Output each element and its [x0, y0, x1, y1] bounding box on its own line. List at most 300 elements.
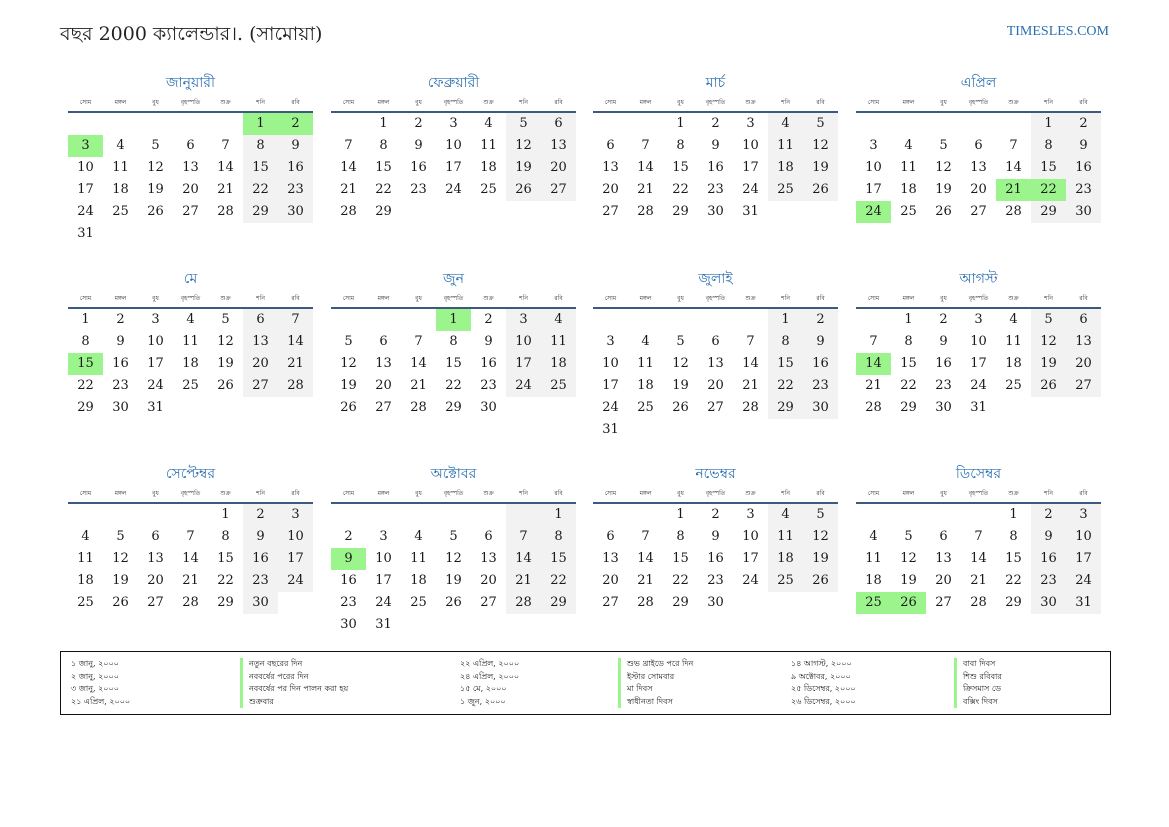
- day-cell[interactable]: 7: [641, 138, 650, 153]
- day-cell[interactable]: 14: [506, 548, 541, 570]
- day-cell[interactable]: 11: [77, 551, 94, 566]
- day-cell[interactable]: 30: [935, 400, 952, 415]
- day-cell[interactable]: 27: [602, 595, 619, 610]
- day-cell[interactable]: 3: [869, 138, 878, 153]
- day-cell[interactable]: 4: [768, 504, 803, 526]
- day-cell[interactable]: 17: [147, 356, 164, 371]
- day-cell[interactable]: 17: [602, 378, 619, 393]
- day-cell[interactable]: 8: [449, 334, 458, 349]
- day-cell[interactable]: 8: [1009, 529, 1018, 544]
- day-cell[interactable]: 26: [445, 595, 462, 610]
- day-cell[interactable]: 29: [375, 204, 392, 219]
- day-cell[interactable]: 25: [637, 400, 654, 415]
- day-cell[interactable]: 17: [742, 551, 759, 566]
- day-cell[interactable]: 27: [182, 204, 199, 219]
- day-cell[interactable]: 24: [742, 182, 759, 197]
- day-cell[interactable]: 23: [803, 375, 838, 397]
- day-cell[interactable]: 9: [243, 526, 278, 548]
- day-cell[interactable]: 30: [803, 397, 838, 419]
- day-cell[interactable]: 26: [112, 595, 129, 610]
- day-cell[interactable]: 7: [641, 529, 650, 544]
- day-cell[interactable]: 17: [865, 182, 882, 197]
- day-cell[interactable]: 13: [602, 551, 619, 566]
- day-cell[interactable]: 24: [445, 182, 462, 197]
- day-cell[interactable]: 17: [445, 160, 462, 175]
- day-cell[interactable]: 14: [278, 331, 313, 353]
- day-cell[interactable]: 29: [768, 397, 803, 419]
- day-cell[interactable]: 23: [278, 179, 313, 201]
- day-cell[interactable]: 16: [707, 551, 724, 566]
- day-cell[interactable]: 5: [506, 113, 541, 135]
- day-cell[interactable]: 16: [707, 160, 724, 175]
- day-cell[interactable]: 3: [278, 504, 313, 526]
- day-cell[interactable]: 16: [1031, 548, 1066, 570]
- day-cell[interactable]: 10: [445, 138, 462, 153]
- day-cell[interactable]: 25: [410, 595, 427, 610]
- day-cell[interactable]: 13: [541, 135, 576, 157]
- day-cell[interactable]: 17: [278, 548, 313, 570]
- day-cell[interactable]: 6: [243, 309, 278, 331]
- day-cell[interactable]: 31: [1066, 592, 1101, 614]
- day-cell[interactable]: 2: [278, 113, 313, 135]
- day-cell[interactable]: 29: [1031, 201, 1066, 223]
- day-cell[interactable]: 28: [278, 375, 313, 397]
- day-cell[interactable]: 26: [340, 400, 357, 415]
- day-cell[interactable]: 5: [1031, 309, 1066, 331]
- day-cell[interactable]: 22: [768, 375, 803, 397]
- day-cell[interactable]: 3: [68, 135, 103, 157]
- day-cell[interactable]: 23: [340, 595, 357, 610]
- day-cell[interactable]: 15: [1005, 551, 1022, 566]
- day-cell[interactable]: 28: [506, 592, 541, 614]
- day-cell[interactable]: 30: [707, 204, 724, 219]
- day-cell[interactable]: 3: [449, 116, 458, 131]
- day-cell[interactable]: 7: [221, 138, 230, 153]
- day-cell[interactable]: 20: [375, 378, 392, 393]
- day-cell[interactable]: 27: [707, 400, 724, 415]
- day-cell[interactable]: 19: [445, 573, 462, 588]
- day-cell[interactable]: 11: [1005, 334, 1022, 349]
- day-cell[interactable]: 24: [602, 400, 619, 415]
- day-cell[interactable]: 18: [112, 182, 129, 197]
- day-cell[interactable]: 18: [77, 573, 94, 588]
- day-cell[interactable]: 8: [81, 334, 90, 349]
- day-cell[interactable]: 27: [541, 179, 576, 201]
- day-cell[interactable]: 12: [112, 551, 129, 566]
- day-cell[interactable]: 22: [541, 570, 576, 592]
- day-cell[interactable]: 12: [803, 135, 838, 157]
- day-cell[interactable]: 16: [340, 573, 357, 588]
- day-cell[interactable]: 13: [243, 331, 278, 353]
- day-cell[interactable]: 1: [676, 116, 685, 131]
- day-cell[interactable]: 1: [1031, 113, 1066, 135]
- day-cell[interactable]: 27: [970, 204, 987, 219]
- day-cell[interactable]: 29: [243, 201, 278, 223]
- day-cell[interactable]: 9: [331, 548, 366, 570]
- day-cell[interactable]: 20: [707, 378, 724, 393]
- day-cell[interactable]: 17: [77, 182, 94, 197]
- day-cell[interactable]: 2: [939, 312, 948, 327]
- day-cell[interactable]: 14: [410, 356, 427, 371]
- day-cell[interactable]: 16: [410, 160, 427, 175]
- day-cell[interactable]: 10: [602, 356, 619, 371]
- day-cell[interactable]: 10: [506, 331, 541, 353]
- day-cell[interactable]: 20: [602, 573, 619, 588]
- day-cell[interactable]: 5: [939, 138, 948, 153]
- day-cell[interactable]: 13: [375, 356, 392, 371]
- day-cell[interactable]: 11: [182, 334, 199, 349]
- day-cell[interactable]: 3: [151, 312, 160, 327]
- day-cell[interactable]: 8: [1031, 135, 1066, 157]
- day-cell[interactable]: 22: [672, 182, 689, 197]
- day-cell[interactable]: 19: [803, 548, 838, 570]
- day-cell[interactable]: 10: [147, 334, 164, 349]
- day-cell[interactable]: 4: [641, 334, 650, 349]
- day-cell[interactable]: 5: [344, 334, 353, 349]
- day-cell[interactable]: 21: [996, 179, 1031, 201]
- day-cell[interactable]: 21: [410, 378, 427, 393]
- day-cell[interactable]: 5: [116, 529, 125, 544]
- day-cell[interactable]: 15: [445, 356, 462, 371]
- day-cell[interactable]: 1: [436, 309, 471, 331]
- day-cell[interactable]: 14: [742, 356, 759, 371]
- day-cell[interactable]: 18: [410, 573, 427, 588]
- day-cell[interactable]: 23: [480, 378, 497, 393]
- day-cell[interactable]: 9: [1066, 135, 1101, 157]
- day-cell[interactable]: 4: [904, 138, 913, 153]
- day-cell[interactable]: 1: [221, 507, 230, 522]
- day-cell[interactable]: 14: [182, 551, 199, 566]
- day-cell[interactable]: 8: [676, 529, 685, 544]
- day-cell[interactable]: 8: [541, 526, 576, 548]
- day-cell[interactable]: 3: [606, 334, 615, 349]
- day-cell[interactable]: 23: [707, 573, 724, 588]
- day-cell[interactable]: 13: [935, 551, 952, 566]
- day-cell[interactable]: 31: [147, 400, 164, 415]
- day-cell[interactable]: 11: [865, 551, 882, 566]
- day-cell[interactable]: 11: [480, 138, 497, 153]
- day-cell[interactable]: 10: [970, 334, 987, 349]
- day-cell[interactable]: 7: [869, 334, 878, 349]
- day-cell[interactable]: 10: [375, 551, 392, 566]
- day-cell[interactable]: 11: [768, 135, 803, 157]
- day-cell[interactable]: 28: [865, 400, 882, 415]
- day-cell[interactable]: 23: [410, 182, 427, 197]
- day-cell[interactable]: 12: [340, 356, 357, 371]
- day-cell[interactable]: 9: [939, 334, 948, 349]
- day-cell[interactable]: 20: [147, 573, 164, 588]
- day-cell[interactable]: 21: [340, 182, 357, 197]
- day-cell[interactable]: 11: [541, 331, 576, 353]
- day-cell[interactable]: 20: [970, 182, 987, 197]
- day-cell[interactable]: 28: [182, 595, 199, 610]
- day-cell[interactable]: 22: [77, 378, 94, 393]
- day-cell[interactable]: 9: [278, 135, 313, 157]
- day-cell[interactable]: 27: [1066, 375, 1101, 397]
- site-link[interactable]: TIMESLES.COM: [1006, 24, 1109, 39]
- day-cell[interactable]: 19: [112, 573, 129, 588]
- day-cell[interactable]: 14: [340, 160, 357, 175]
- day-cell[interactable]: 4: [1009, 312, 1018, 327]
- day-cell[interactable]: 4: [768, 113, 803, 135]
- day-cell[interactable]: 13: [970, 160, 987, 175]
- day-cell[interactable]: 12: [147, 160, 164, 175]
- day-cell[interactable]: 22: [900, 378, 917, 393]
- day-cell[interactable]: 29: [217, 595, 234, 610]
- day-cell[interactable]: 5: [151, 138, 160, 153]
- day-cell[interactable]: 28: [340, 204, 357, 219]
- day-cell[interactable]: 23: [243, 570, 278, 592]
- day-cell[interactable]: 30: [480, 400, 497, 415]
- day-cell[interactable]: 30: [278, 201, 313, 223]
- day-cell[interactable]: 17: [970, 356, 987, 371]
- day-cell[interactable]: 10: [742, 138, 759, 153]
- day-cell[interactable]: 31: [742, 204, 759, 219]
- day-cell[interactable]: 15: [768, 353, 803, 375]
- day-cell[interactable]: 13: [480, 551, 497, 566]
- day-cell[interactable]: 1: [81, 312, 90, 327]
- day-cell[interactable]: 10: [865, 160, 882, 175]
- day-cell[interactable]: 31: [970, 400, 987, 415]
- day-cell[interactable]: 19: [672, 378, 689, 393]
- day-cell[interactable]: 5: [803, 113, 838, 135]
- day-cell[interactable]: 20: [480, 573, 497, 588]
- day-cell[interactable]: 26: [935, 204, 952, 219]
- day-cell[interactable]: 16: [803, 353, 838, 375]
- day-cell[interactable]: 25: [77, 595, 94, 610]
- day-cell[interactable]: 6: [186, 138, 195, 153]
- day-cell[interactable]: 12: [672, 356, 689, 371]
- day-cell[interactable]: 1: [379, 116, 388, 131]
- day-cell[interactable]: 20: [182, 182, 199, 197]
- day-cell[interactable]: 21: [637, 573, 654, 588]
- day-cell[interactable]: 23: [112, 378, 129, 393]
- day-cell[interactable]: 22: [375, 182, 392, 197]
- day-cell[interactable]: 9: [711, 529, 720, 544]
- day-cell[interactable]: 13: [707, 356, 724, 371]
- day-cell[interactable]: 18: [182, 356, 199, 371]
- day-cell[interactable]: 19: [803, 157, 838, 179]
- day-cell[interactable]: 12: [506, 135, 541, 157]
- day-cell[interactable]: 24: [506, 375, 541, 397]
- day-cell[interactable]: 30: [707, 595, 724, 610]
- day-cell[interactable]: 20: [935, 573, 952, 588]
- day-cell[interactable]: 4: [186, 312, 195, 327]
- day-cell[interactable]: 24: [375, 595, 392, 610]
- day-cell[interactable]: 15: [672, 551, 689, 566]
- day-cell[interactable]: 6: [974, 138, 983, 153]
- day-cell[interactable]: 28: [1005, 204, 1022, 219]
- day-cell[interactable]: 10: [1066, 526, 1101, 548]
- day-cell[interactable]: 5: [676, 334, 685, 349]
- day-cell[interactable]: 8: [904, 334, 913, 349]
- day-cell[interactable]: 24: [1066, 570, 1101, 592]
- day-cell[interactable]: 19: [1031, 353, 1066, 375]
- day-cell[interactable]: 18: [637, 378, 654, 393]
- day-cell[interactable]: 12: [1031, 331, 1066, 353]
- day-cell[interactable]: 24: [856, 201, 891, 223]
- day-cell[interactable]: 26: [147, 204, 164, 219]
- day-cell[interactable]: 6: [1066, 309, 1101, 331]
- day-cell[interactable]: 14: [637, 551, 654, 566]
- day-cell[interactable]: 28: [970, 595, 987, 610]
- day-cell[interactable]: 18: [900, 182, 917, 197]
- day-cell[interactable]: 2: [344, 529, 353, 544]
- day-cell[interactable]: 9: [1031, 526, 1066, 548]
- day-cell[interactable]: 1: [768, 309, 803, 331]
- day-cell[interactable]: 24: [742, 573, 759, 588]
- day-cell[interactable]: 16: [935, 356, 952, 371]
- day-cell[interactable]: 27: [375, 400, 392, 415]
- day-cell[interactable]: 10: [742, 529, 759, 544]
- day-cell[interactable]: 22: [445, 378, 462, 393]
- day-cell[interactable]: 15: [375, 160, 392, 175]
- day-cell[interactable]: 24: [970, 378, 987, 393]
- day-cell[interactable]: 29: [541, 592, 576, 614]
- day-cell[interactable]: 7: [506, 526, 541, 548]
- day-cell[interactable]: 27: [147, 595, 164, 610]
- day-cell[interactable]: 15: [1031, 157, 1066, 179]
- day-cell[interactable]: 6: [151, 529, 160, 544]
- day-cell[interactable]: 11: [112, 160, 129, 175]
- day-cell[interactable]: 21: [506, 570, 541, 592]
- day-cell[interactable]: 15: [243, 157, 278, 179]
- day-cell[interactable]: 1: [904, 312, 913, 327]
- day-cell[interactable]: 27: [480, 595, 497, 610]
- day-cell[interactable]: 22: [1031, 179, 1066, 201]
- day-cell[interactable]: 1: [243, 113, 278, 135]
- day-cell[interactable]: 3: [506, 309, 541, 331]
- day-cell[interactable]: 19: [900, 573, 917, 588]
- day-cell[interactable]: 25: [768, 179, 803, 201]
- day-cell[interactable]: 7: [1009, 138, 1018, 153]
- day-cell[interactable]: 22: [672, 573, 689, 588]
- day-cell[interactable]: 14: [217, 160, 234, 175]
- day-cell[interactable]: 2: [711, 507, 720, 522]
- day-cell[interactable]: 7: [278, 309, 313, 331]
- day-cell[interactable]: 19: [147, 182, 164, 197]
- day-cell[interactable]: 6: [484, 529, 493, 544]
- day-cell[interactable]: 18: [768, 548, 803, 570]
- day-cell[interactable]: 29: [900, 400, 917, 415]
- day-cell[interactable]: 21: [865, 378, 882, 393]
- day-cell[interactable]: 11: [410, 551, 427, 566]
- day-cell[interactable]: 2: [803, 309, 838, 331]
- day-cell[interactable]: 25: [856, 592, 891, 614]
- day-cell[interactable]: 10: [77, 160, 94, 175]
- day-cell[interactable]: 12: [445, 551, 462, 566]
- day-cell[interactable]: 14: [856, 353, 891, 375]
- day-cell[interactable]: 2: [243, 504, 278, 526]
- day-cell[interactable]: 25: [768, 570, 803, 592]
- day-cell[interactable]: 5: [904, 529, 913, 544]
- day-cell[interactable]: 17: [1066, 548, 1101, 570]
- day-cell[interactable]: 28: [742, 400, 759, 415]
- day-cell[interactable]: 6: [379, 334, 388, 349]
- day-cell[interactable]: 9: [414, 138, 423, 153]
- day-cell[interactable]: 4: [81, 529, 90, 544]
- day-cell[interactable]: 19: [340, 378, 357, 393]
- day-cell[interactable]: 6: [606, 138, 615, 153]
- day-cell[interactable]: 7: [344, 138, 353, 153]
- day-cell[interactable]: 8: [221, 529, 230, 544]
- day-cell[interactable]: 3: [1066, 504, 1101, 526]
- day-cell[interactable]: 29: [445, 400, 462, 415]
- day-cell[interactable]: 30: [243, 592, 278, 614]
- day-cell[interactable]: 4: [869, 529, 878, 544]
- day-cell[interactable]: 2: [414, 116, 423, 131]
- day-cell[interactable]: 21: [637, 182, 654, 197]
- day-cell[interactable]: 21: [217, 182, 234, 197]
- day-cell[interactable]: 24: [278, 570, 313, 592]
- day-cell[interactable]: 3: [379, 529, 388, 544]
- day-cell[interactable]: 5: [449, 529, 458, 544]
- day-cell[interactable]: 14: [1005, 160, 1022, 175]
- day-cell[interactable]: 22: [217, 573, 234, 588]
- day-cell[interactable]: 9: [116, 334, 125, 349]
- day-cell[interactable]: 6: [606, 529, 615, 544]
- day-cell[interactable]: 30: [1066, 201, 1101, 223]
- day-cell[interactable]: 23: [935, 378, 952, 393]
- day-cell[interactable]: 13: [1066, 331, 1101, 353]
- day-cell[interactable]: 7: [746, 334, 755, 349]
- day-cell[interactable]: 9: [711, 138, 720, 153]
- day-cell[interactable]: 19: [506, 157, 541, 179]
- day-cell[interactable]: 1: [676, 507, 685, 522]
- day-cell[interactable]: 11: [900, 160, 917, 175]
- day-cell[interactable]: 21: [278, 353, 313, 375]
- day-cell[interactable]: 8: [379, 138, 388, 153]
- day-cell[interactable]: 5: [221, 312, 230, 327]
- day-cell[interactable]: 18: [865, 573, 882, 588]
- day-cell[interactable]: 18: [768, 157, 803, 179]
- day-cell[interactable]: 6: [939, 529, 948, 544]
- day-cell[interactable]: 4: [116, 138, 125, 153]
- day-cell[interactable]: 31: [375, 617, 392, 632]
- day-cell[interactable]: 28: [410, 400, 427, 415]
- day-cell[interactable]: 9: [484, 334, 493, 349]
- day-cell[interactable]: 29: [672, 595, 689, 610]
- day-cell[interactable]: 11: [768, 526, 803, 548]
- day-cell[interactable]: 21: [742, 378, 759, 393]
- day-cell[interactable]: 25: [112, 204, 129, 219]
- day-cell[interactable]: 29: [672, 204, 689, 219]
- day-cell[interactable]: 25: [900, 204, 917, 219]
- day-cell[interactable]: 13: [182, 160, 199, 175]
- day-cell[interactable]: 1: [1009, 507, 1018, 522]
- day-cell[interactable]: 12: [803, 526, 838, 548]
- day-cell[interactable]: 2: [1031, 504, 1066, 526]
- day-cell[interactable]: 17: [506, 353, 541, 375]
- day-cell[interactable]: 27: [935, 595, 952, 610]
- day-cell[interactable]: 8: [768, 331, 803, 353]
- day-cell[interactable]: 3: [746, 116, 755, 131]
- day-cell[interactable]: 26: [672, 400, 689, 415]
- day-cell[interactable]: 12: [935, 160, 952, 175]
- day-cell[interactable]: 9: [803, 331, 838, 353]
- day-cell[interactable]: 12: [217, 334, 234, 349]
- day-cell[interactable]: 27: [243, 375, 278, 397]
- day-cell[interactable]: 31: [602, 422, 619, 437]
- day-cell[interactable]: 17: [375, 573, 392, 588]
- day-cell[interactable]: 16: [1066, 157, 1101, 179]
- day-cell[interactable]: 20: [1066, 353, 1101, 375]
- day-cell[interactable]: 17: [742, 160, 759, 175]
- day-cell[interactable]: 16: [278, 157, 313, 179]
- day-cell[interactable]: 23: [1066, 179, 1101, 201]
- day-cell[interactable]: 15: [541, 548, 576, 570]
- day-cell[interactable]: 4: [414, 529, 423, 544]
